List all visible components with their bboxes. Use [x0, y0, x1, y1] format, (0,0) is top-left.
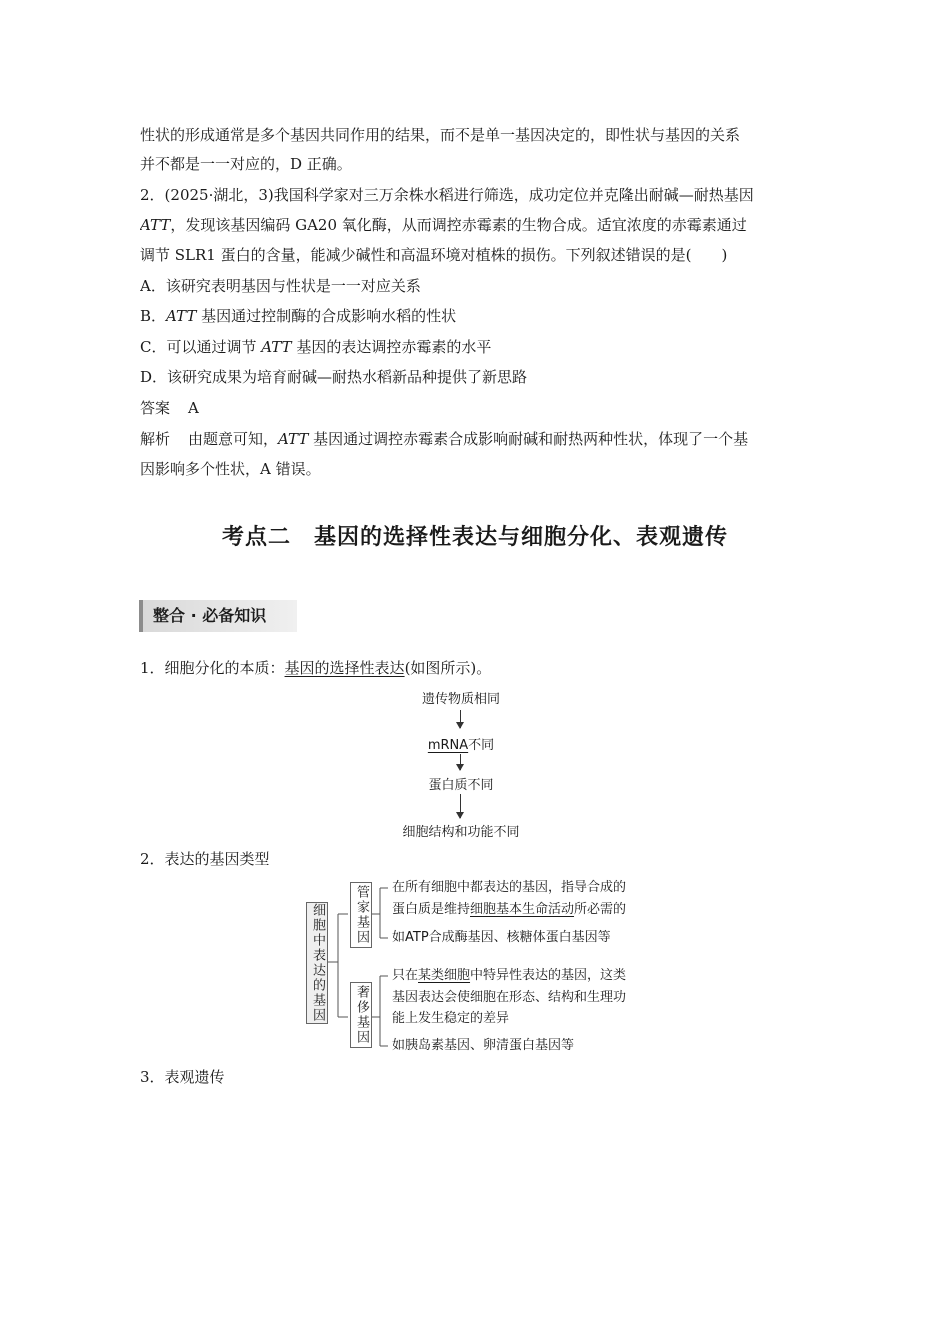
luxury-desc-1-pre: 只在	[392, 968, 419, 983]
down-arrow-icon	[460, 794, 461, 818]
analysis-label: 解析	[140, 430, 171, 448]
question-2-line-1: 2．(2025·湖北，3)我国科学家对三万余株水稻进行筛选，成功定位并克隆出耐碱—耐热基因	[140, 186, 754, 204]
analysis-line-1	[140, 428, 810, 450]
gene-type-diagram	[300, 872, 680, 1062]
luxury-node: 奢侈基因	[350, 982, 372, 1048]
gene-name: ATT	[166, 307, 197, 325]
item-1-prefix: 1．细胞分化的本质：	[140, 659, 285, 677]
question-2-line-2	[140, 214, 810, 236]
down-arrow-icon	[460, 754, 461, 770]
prev-answer-line-2: 并不都是一一对应的，D 正确。	[140, 155, 352, 173]
root-node: 细胞中表达的基因	[306, 902, 328, 1024]
luxury-underlined: 某类细胞	[418, 968, 471, 983]
item-1-underlined: 基因的选择性表达	[284, 659, 405, 677]
housekeeping-underlined: 细胞基本生命活动	[470, 902, 575, 917]
option-b-text: 基因通过控制酶的合成影响水稻的性状	[196, 307, 457, 325]
option-a: A．该研究表明基因与性状是一一对应关系	[140, 277, 421, 295]
luxury-example: 如胰岛素基因、卵清蛋白基因等	[392, 1038, 575, 1053]
housekeeping-desc-1: 在所有细胞中都表达的基因，指导合成的	[392, 880, 627, 895]
answer-label: 答案	[140, 399, 171, 417]
differentiation-flowchart	[391, 688, 531, 838]
luxury-desc-3: 能上发生稳定的差异	[392, 1011, 510, 1026]
flow-step-2-text: 不同	[468, 738, 495, 753]
analysis-line-2: 因影响多个性状，A 错误。	[140, 460, 321, 478]
question-2-line-2-text: ，发现该基因编码 GA20 氧化酶，从而调控赤霉素的生物合成。适宜浓度的赤霉素通过	[170, 216, 747, 234]
question-2-line-3: 调节 SLR1 蛋白的含量，能减少碱性和高温环境对植株的损伤。下列叙述错误的是( )	[140, 246, 728, 264]
option-b	[140, 305, 810, 327]
item-1-suffix: (如图所示)。	[404, 659, 492, 677]
mrna-underlined: mRNA	[427, 738, 469, 753]
flow-step-1: 遗传物质相同	[421, 692, 500, 707]
item-2: 2．表达的基因类型	[140, 850, 270, 868]
housekeeping-desc-2-post: 所必需的	[574, 902, 627, 917]
answer-value: A	[188, 399, 199, 417]
flow-step-4: 细胞结构和功能不同	[402, 825, 520, 840]
analysis-text: 基因通过调控赤霉素合成影响耐碱和耐热两种性状，体现了一个基	[308, 430, 749, 448]
luxury-desc-1	[392, 966, 626, 986]
down-arrow-icon	[460, 710, 461, 728]
gene-name: ATT	[261, 338, 292, 356]
option-c-text: 基因的表达调控赤霉素的水平	[291, 338, 492, 356]
prev-answer-line-1: 性状的形成通常是多个基因共同作用的结果，而不是单一基因决定的，即性状与基因的关系	[140, 126, 741, 144]
housekeeping-example: 如ATP合成酶基因、核糖体蛋白基因等	[392, 930, 611, 945]
flow-step-2	[391, 734, 531, 753]
option-c	[140, 336, 810, 358]
luxury-desc-2: 基因表达会使细胞在形态、结构和生理功	[392, 990, 627, 1005]
luxury-desc-1-post: 中特异性表达的基因，这类	[470, 968, 627, 983]
item-1	[140, 657, 810, 679]
flow-step-3: 蛋白质不同	[428, 778, 494, 793]
housekeeping-node: 管家基因	[350, 882, 372, 948]
analysis-text-pre: 由题意可知，	[188, 430, 279, 448]
option-b-prefix: B．	[140, 307, 167, 325]
knowledge-box-heading: 整合 · 必备知识	[139, 600, 297, 632]
item-3: 3．表观遗传	[140, 1068, 225, 1086]
gene-name: ATT	[140, 216, 171, 234]
section-title: 考点二 基因的选择性表达与细胞分化、表观遗传	[221, 524, 728, 550]
housekeeping-desc-2-pre: 蛋白质是维持	[392, 902, 471, 917]
housekeeping-desc-2	[392, 900, 626, 920]
gene-name: ATT	[278, 430, 309, 448]
option-d: D．该研究成果为培育耐碱—耐热水稻新品种提供了新思路	[140, 368, 528, 386]
answer-line	[140, 397, 810, 419]
option-c-prefix: C．可以通过调节	[140, 338, 262, 356]
